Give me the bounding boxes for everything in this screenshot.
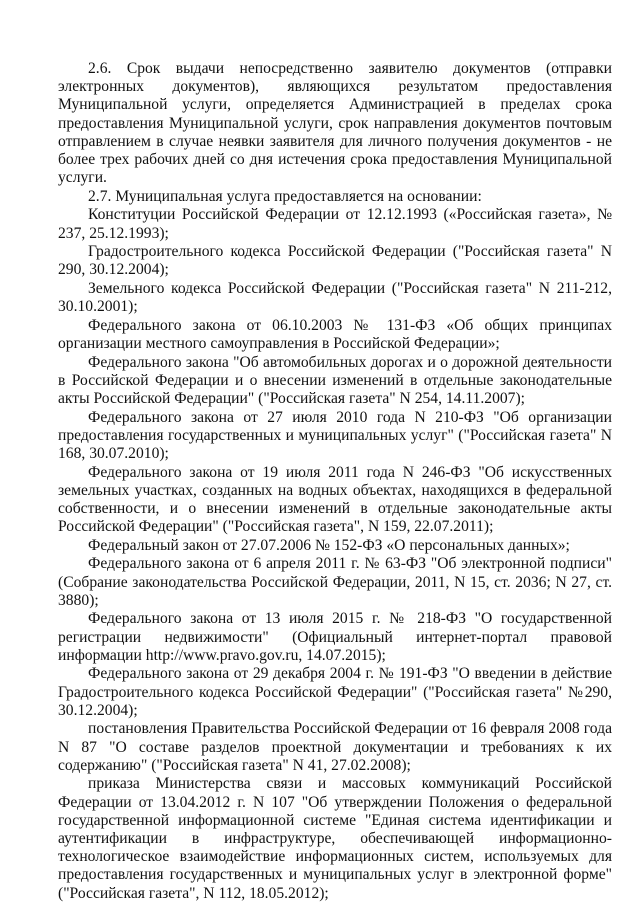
legal-basis-item: Федерального закона от 6 апреля 2011 г. № 63-ФЗ "Об электронной подписи" (Собрание законодательства Российской Федерации, 2011, N 15, ст. 2036; N 27, ст. 3880); [58, 555, 612, 609]
legal-basis-item: Конституции Российской Федерации от 12.12.1993 («Российская газета», № 237, 25.12.1993); [58, 206, 612, 242]
legal-basis-item: Федерального закона от 19 июля 2011 года N 246-ФЗ "Об искусственных земельных участках, созданных на водных объектах, находящихся в федеральной собственности, и о внесении изменений в отдельные законодательные акты Российской Федерации" ("Российская газета", N 159, 22.07.2011); [58, 463, 612, 536]
legal-basis-item: Федерального закона "Об автомобильных дорогах и о дорожной деятельности в Российской Федерации и о внесении изменений в отдельные законодательные акты Российской Федерации" ("Российская газета" N 254, 14.11.2007); [58, 353, 612, 407]
paragraph-2-6: 2.6. Срок выдачи непосредственно заявителю документов (отправки электронных документов), являющихся результатом предоставления Муниципальной услуги, определяется Администрацией в пределах срока предоставления Муниципальной услуги, срок направления документов почтовым отправлением в случае неявки заявителя для личного получения документов - не более трех рабочих дней со дня истечения срока предоставления Муниципальной услуги. [58, 60, 612, 187]
legal-basis-item: Градостроительного кодекса Российской Федерации ("Российская газета" N 290, 30.12.2004); [58, 243, 612, 279]
legal-basis-item: Федерального закона от 06.10.2003 № 131-ФЗ «Об общих принципах организации местного самоуправления в Российской Федерации»; [58, 316, 612, 352]
legal-basis-item: Земельного кодекса Российской Федерации ("Российская газета" N 211-212, 30.10.2001); [58, 280, 612, 316]
document-body [58, 60, 612, 903]
legal-basis-item: Федерального закона от 29 декабря 2004 г. № 191-ФЗ "О введении в действие Градостроительного кодекса Российской Федерации" ("Российская газета" №290, 30.12.2004); [58, 665, 612, 719]
legal-basis-item: постановления Правительства Российской Федерации от 16 февраля 2008 года N 87 "О составе разделов проектной документации и требованиях к их содержанию" ("Российская газета" N 41, 27.02.2008); [58, 720, 612, 774]
legal-basis-item: Федерального закона от 27 июля 2010 года N 210-ФЗ "Об организации предоставления государственных и муниципальных услуг" ("Российская газета" N 168, 30.07.2010); [58, 408, 612, 462]
legal-basis-item: приказа Министерства связи и массовых коммуникаций Российской Федерации от 13.04.2012 г. N 107 "Об утверждении Положения о федеральной государственной информационной системе "Единая система идентификации и аутентификации в инфраструктуре, обеспечивающей информационно-технологическое взаимодействие информационных систем, используемых для предоставления государственных и муниципальных услуг в электронной форме" ("Российская газета", N 112, 18.05.2012); [58, 775, 612, 902]
paragraph-2-7: 2.7. Муниципальная услуга предоставляется на основании: [88, 187, 482, 205]
legal-basis-item: Федеральный закон от 27.07.2006 № 152-ФЗ «О персональных данных»; [88, 536, 570, 554]
legal-basis-item: Федерального закона от 13 июля 2015 г. № 218-ФЗ "О государственной регистрации недвижимости" (Официальный интернет-портал правовой информации http://www.pravo.gov.ru, 14.07.2015); [58, 610, 612, 664]
